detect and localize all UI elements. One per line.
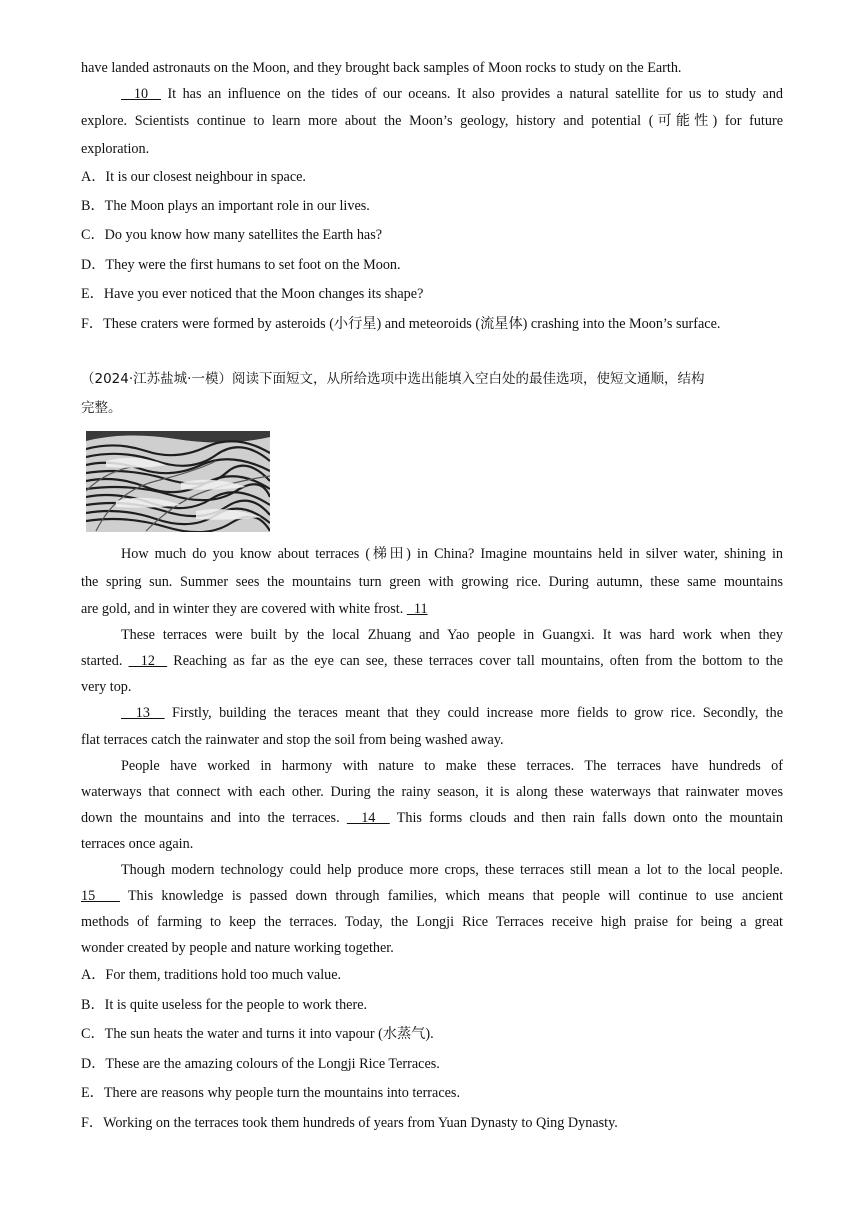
passage1-line: have landed astronauts on the Moon, and they brought back samples of Moon rocks to study on the Earth. bbox=[81, 60, 682, 76]
blank-11[interactable]: 11 bbox=[406, 601, 428, 617]
option-e: E．There are reasons why people turn the mountains into terraces. bbox=[81, 1085, 460, 1101]
paragraph-line: very top. bbox=[81, 679, 132, 695]
option-e: E．Have you ever noticed that the Moon changes its shape? bbox=[81, 286, 424, 302]
paragraph-line: the spring sun. Summer sees the mountains turn green with growing rice. During autumn, these same mountains bbox=[81, 574, 783, 590]
option-d: D．These are the amazing colours of the Longji Rice Terraces. bbox=[81, 1056, 440, 1072]
option-c: C．Do you know how many satellites the Earth has? bbox=[81, 227, 383, 243]
passage2-instruction: 完整。 bbox=[81, 400, 122, 416]
paragraph-line: 15 This knowledge is passed down through families, which means that people will continue to use ancient bbox=[81, 888, 783, 904]
terrace-photo bbox=[86, 431, 270, 532]
paragraph-line: People have worked in harmony with nature to make these terraces. The terraces have hundreds of bbox=[121, 758, 783, 774]
passage2-instruction: （2024·江苏盐城·一模）阅读下面短文，从所给选项中选出能填入空白处的最佳选项，使短文通顺，结构 bbox=[81, 371, 705, 387]
paragraph-line: terraces once again. bbox=[81, 836, 194, 852]
option-f: F．These craters were formed by asteroids (小行星) and meteoroids (流星体) crashing into the Moon’s surface. bbox=[81, 316, 721, 332]
option-d: D．They were the first humans to set foot on the Moon. bbox=[81, 257, 401, 273]
passage1-paragraph-line: 10 It has an influence on the tides of our oceans. It also provides a natural satellite for us to study and bbox=[121, 86, 784, 102]
paragraph-line: These terraces were built by the local Zhuang and Yao people in Guangxi. It was hard work when they bbox=[121, 627, 783, 643]
option-f: F．Working on the terraces took them hundreds of years from Yuan Dynasty to Qing Dynasty. bbox=[81, 1115, 618, 1131]
paragraph-line: down the mountains and into the terraces. 14 This forms clouds and then rain falls down onto the mountain bbox=[81, 810, 783, 826]
passage1-paragraph-line: exploration. bbox=[81, 141, 150, 157]
option-c: C．The sun heats the water and turns it into vapour (水蒸气). bbox=[81, 1026, 434, 1042]
option-a: A．For them, traditions hold too much value. bbox=[81, 967, 342, 983]
paragraph-line: How much do you know about terraces (梯田) in China? Imagine mountains held in silver water, shining in bbox=[121, 546, 783, 562]
passage1-paragraph-line: explore. Scientists continue to learn more about the Moon’s geology, history and potential (可能性) for future bbox=[81, 113, 783, 129]
paragraph-line: wonder created by people and nature working together. bbox=[81, 940, 394, 956]
paragraph-line: waterways that connect with each other. During the rainy season, it is along these waterways that rainwater moves bbox=[81, 784, 783, 800]
paragraph-line: Though modern technology could help produce more crops, these terraces still mean a lot to the local people. bbox=[121, 862, 783, 878]
paragraph-line: started. 12 Reaching as far as the eye can see, these terraces cover tall mountains, often from the bottom to the bbox=[81, 653, 784, 669]
blank-13[interactable]: 13 bbox=[121, 705, 165, 721]
blank-12[interactable]: 12 bbox=[128, 653, 168, 669]
blank-14[interactable]: 14 bbox=[346, 810, 390, 826]
option-b: B．It is quite useless for the people to work there. bbox=[81, 997, 368, 1013]
option-b: B．The Moon plays an important role in our lives. bbox=[81, 198, 370, 214]
blank-10[interactable]: 10 bbox=[121, 86, 161, 102]
blank-15[interactable]: 15 bbox=[81, 888, 120, 904]
paragraph-line: flat terraces catch the rainwater and stop the soil from being washed away. bbox=[81, 732, 504, 748]
paragraph-line: 13 Firstly, building the teraces meant that they could increase more fields to grow rice. Secondly, the bbox=[121, 705, 783, 721]
paragraph-line: are gold, and in winter they are covered with white frost. 11 bbox=[81, 601, 428, 617]
paragraph-line: methods of farming to keep the terraces. Today, the Longji Rice Terraces receive high praise for being a great bbox=[81, 914, 783, 930]
option-a: A．It is our closest neighbour in space. bbox=[81, 169, 306, 185]
